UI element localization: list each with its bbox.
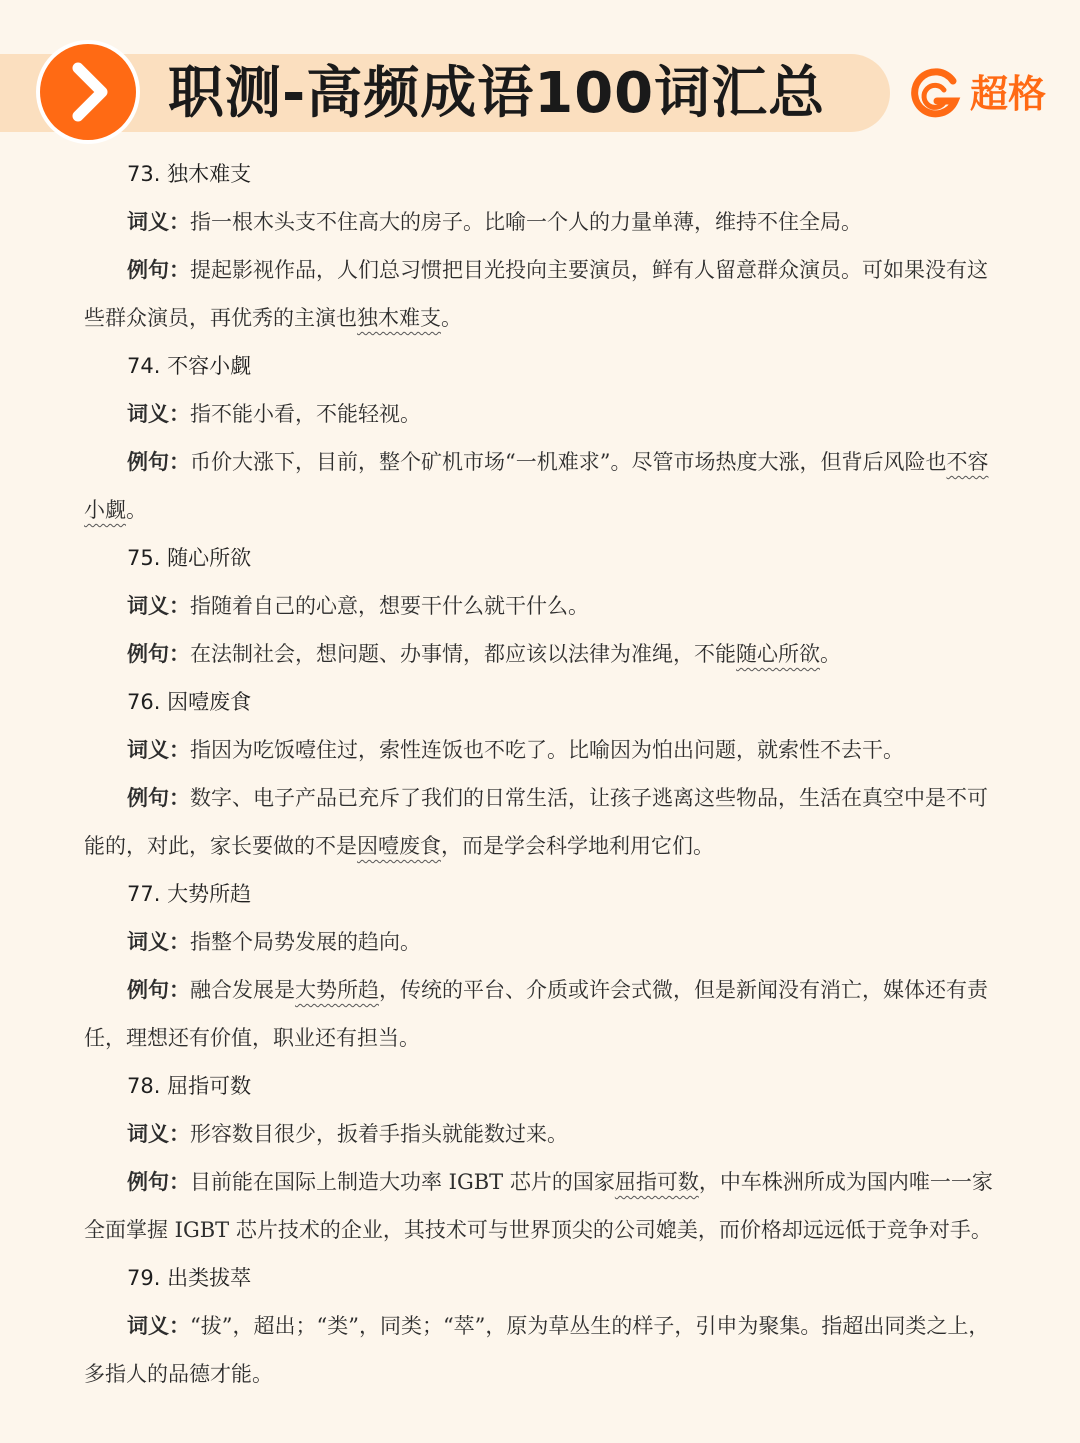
example-label: 例句： — [127, 449, 190, 474]
meaning-label: 词义： — [127, 929, 190, 954]
idiom-entry — [0, 342, 1080, 534]
meaning-label: 词义： — [127, 1121, 190, 1146]
example-text-end: 。 — [820, 642, 841, 666]
entry-heading: 74. 不容小觑 — [127, 354, 252, 378]
example-paragraph — [84, 966, 994, 1062]
idiom-highlight: 屈指可数 — [614, 1170, 699, 1194]
brand-g-icon — [908, 68, 962, 122]
meaning-text: 指不能小看，不能轻视。 — [190, 402, 421, 426]
example-text-end: 。 — [441, 306, 462, 330]
example-text: 提起影视作品，人们总习惯把目光投向主要演员，鲜有人留意群众演员。可如果没有这些群众演员，再优秀的主演也 — [84, 258, 988, 330]
meaning-label: 词义： — [127, 1313, 190, 1338]
meaning-text: “拔”，超出；“类”，同类；“萃”，原为草丛生的样子，引申为聚集。指超出同类之上，多指人的品德才能。 — [84, 1314, 990, 1386]
example-text-end: ，中车株洲所成为国内唯一一家全面掌握 IGBT 芯片技术的企业，其技术可与世界顶尖的公司媲美，而价格却远远低于竞争对手。 — [84, 1170, 993, 1242]
meaning-paragraph — [84, 390, 994, 438]
example-text-end: ，而是学会科学地利用它们。 — [441, 834, 714, 858]
meaning-paragraph — [84, 198, 994, 246]
idiom-highlight: 随心所欲 — [736, 642, 820, 666]
meaning-paragraph — [84, 1302, 994, 1398]
idiom-highlight: 因噎废食 — [357, 834, 441, 858]
example-paragraph — [84, 774, 994, 870]
entry-heading: 78. 屈指可数 — [127, 1074, 252, 1098]
meaning-label: 词义： — [127, 593, 190, 618]
idiom-highlight: 不容小觑 — [84, 450, 989, 522]
meaning-text: 指整个局势发展的趋向。 — [190, 930, 421, 954]
meaning-paragraph — [84, 918, 994, 966]
idiom-entry — [0, 870, 1080, 1062]
idiom-entry — [0, 1062, 1080, 1254]
entry-heading: 73. 独木难支 — [127, 162, 252, 186]
meaning-paragraph — [84, 1110, 994, 1158]
entry-heading: 76. 因噎废食 — [127, 690, 252, 714]
meaning-text: 指随着自己的心意，想要干什么就干什么。 — [190, 594, 589, 618]
meaning-text: 指因为吃饭噎住过，索性连饭也不吃了。比喻因为怕出问题，就索性不去干。 — [190, 738, 904, 762]
example-text: 融合发展是 — [190, 978, 295, 1002]
example-label: 例句： — [127, 785, 190, 810]
example-paragraph — [84, 630, 994, 678]
page-title: 职测-高频成语100词汇总 — [168, 61, 826, 126]
brand-name: 超格 — [970, 72, 1047, 116]
meaning-paragraph — [84, 726, 994, 774]
idiom-entry — [0, 1254, 1080, 1398]
idiom-list — [0, 150, 1080, 1398]
example-label: 例句： — [127, 257, 190, 282]
meaning-text: 指一根木头支不住高大的房子。比喻一个人的力量单薄，维持不住全局。 — [190, 210, 862, 234]
idiom-highlight: 大势所趋 — [295, 978, 379, 1002]
example-label: 例句： — [127, 641, 190, 666]
example-text: 币价大涨下，目前，整个矿机市场“一机难求”。尽管市场热度大涨，但背后风险也 — [190, 450, 947, 474]
example-text-end: ，传统的平台、介质或许会式微，但是新闻没有消亡，媒体还有责任，理想还有价值，职业还有担当。 — [84, 978, 988, 1050]
entry-heading: 79. 出类拔萃 — [127, 1266, 252, 1290]
entry-heading: 75. 随心所欲 — [127, 546, 252, 570]
idiom-entry — [0, 678, 1080, 870]
meaning-label: 词义： — [127, 401, 190, 426]
chevron-right-icon — [40, 44, 136, 140]
idiom-entry — [0, 150, 1080, 342]
meaning-label: 词义： — [127, 209, 190, 234]
meaning-paragraph — [84, 582, 994, 630]
example-paragraph — [84, 438, 994, 534]
example-text: 在法制社会，想问题、办事情，都应该以法律为准绳，不能 — [190, 642, 736, 666]
example-text: 目前能在国际上制造大功率 IGBT 芯片的国家 — [190, 1170, 615, 1194]
meaning-text: 形容数目很少，扳着手指头就能数过来。 — [190, 1122, 568, 1146]
idiom-highlight: 独木难支 — [357, 306, 441, 330]
example-paragraph — [84, 246, 994, 342]
example-label: 例句： — [127, 1169, 190, 1194]
meaning-label: 词义： — [127, 737, 190, 762]
example-text-end: 。 — [126, 498, 147, 522]
idiom-entry — [0, 534, 1080, 678]
entry-heading: 77. 大势所趋 — [127, 882, 252, 906]
example-paragraph — [84, 1158, 994, 1254]
example-text: 数字、电子产品已充斥了我们的日常生活，让孩子逃离这些物品，生活在真空中是不可能的，对此，家长要做的不是 — [84, 786, 988, 858]
example-label: 例句： — [127, 977, 190, 1002]
